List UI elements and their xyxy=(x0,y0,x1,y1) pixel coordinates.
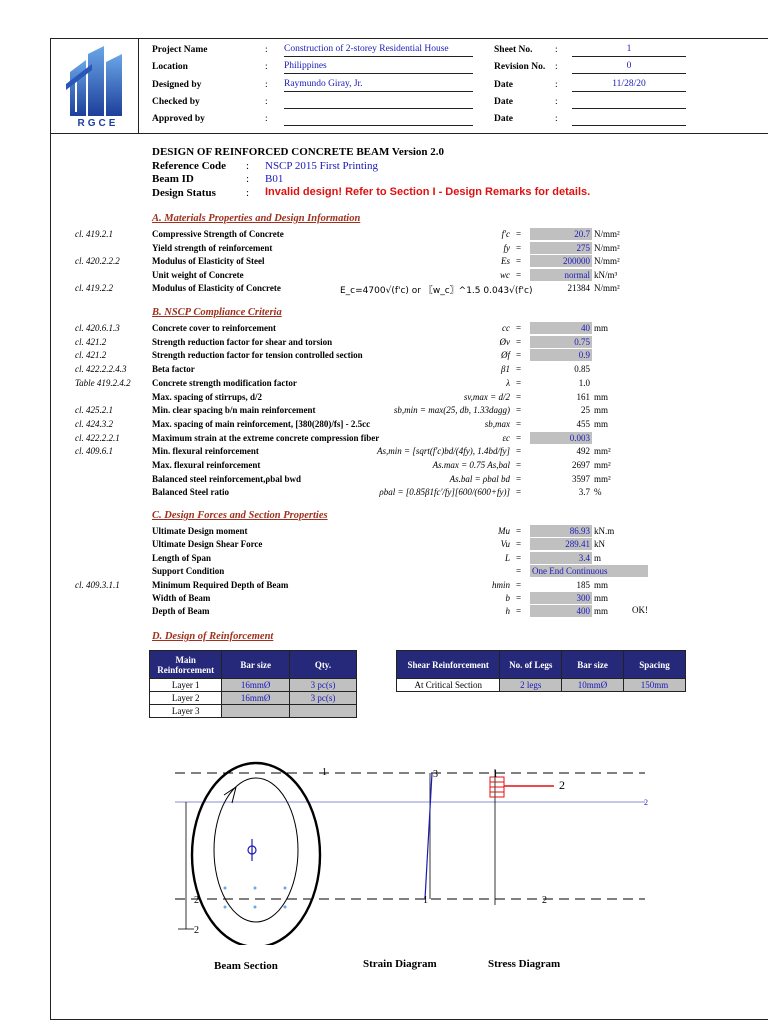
clause-ref: cl. 419.2.1 xyxy=(75,229,113,239)
table-header: Bar size xyxy=(562,651,624,679)
table-header: Spacing xyxy=(624,651,686,679)
value-cell[interactable]: 1.0 xyxy=(578,377,590,388)
row-description: Modulus of Elasticity of Steel xyxy=(152,256,265,267)
table-header: Main Reinforcement xyxy=(150,651,222,679)
colon: : xyxy=(265,62,268,72)
section-d-heading: D. Design of Reinforcement xyxy=(152,631,274,642)
equals-sign: = xyxy=(516,487,522,498)
project-name-field[interactable]: Construction of 2-storey Residential House xyxy=(284,44,473,57)
row-description: Modulus of Elasticity of Concrete xyxy=(152,283,281,294)
bar-size-cell[interactable]: 10mmØ xyxy=(562,679,624,692)
unit-label: N/mm² xyxy=(594,256,620,267)
equals-sign: = xyxy=(516,446,522,457)
row-description: Max. spacing of stirrups, d/2 xyxy=(152,391,263,402)
layer-label: Layer 1 xyxy=(150,679,222,692)
unit-label: mm xyxy=(594,579,609,590)
date-field[interactable] xyxy=(572,113,686,126)
row-description: Strength reduction factor for shear and torsion xyxy=(152,336,333,347)
equals-sign: = xyxy=(516,473,522,484)
equals-sign: = xyxy=(516,606,522,617)
clause-ref: Table 419.2.4.2 xyxy=(75,377,131,388)
unit-label: mm xyxy=(594,391,609,402)
value-cell[interactable]: 21384 xyxy=(567,283,590,294)
row-description: Ultimate Design moment xyxy=(152,526,248,536)
section-b-heading: B. NSCP Compliance Criteria xyxy=(152,307,282,318)
clause-ref: cl. 424.3.2 xyxy=(75,418,113,429)
building-logo-icon xyxy=(62,44,132,118)
equals-sign: = xyxy=(516,460,522,470)
value-cell[interactable]: normal xyxy=(530,269,592,281)
diagram-marks xyxy=(194,767,648,936)
clause-ref: cl. 422.2.2.1 xyxy=(75,432,120,443)
unit-label: m xyxy=(594,552,602,563)
clause-ref: cl. 422.2.2.4.3 xyxy=(75,364,127,375)
unit-label: mm² xyxy=(594,473,611,484)
diagram-mark: 2 xyxy=(194,925,199,936)
value-cell[interactable]: 0.85 xyxy=(574,364,590,375)
row-description: Depth of Beam xyxy=(152,606,210,617)
table-header: Shear Reinforcement xyxy=(397,651,500,679)
row-description: Min. clear spacing b/n main reinforcement xyxy=(152,405,316,416)
checked-by-label: Checked by xyxy=(152,97,200,107)
value-cell[interactable]: 400 xyxy=(530,605,592,617)
equals-sign: = xyxy=(516,579,522,590)
row-description: Strength reduction factor for tension controlled section xyxy=(152,350,363,361)
table-row xyxy=(150,692,357,705)
row-description: Concrete strength modification factor xyxy=(152,377,297,388)
row-description: Compressive Strength of Concrete xyxy=(152,229,284,239)
row-symbol: cc xyxy=(502,323,510,333)
row-description: Balanced steel reinforcement,ρbal bwd xyxy=(152,473,301,484)
unit-label: % xyxy=(594,487,602,498)
beam-section-label: Beam Section xyxy=(214,960,278,972)
equals-sign: = xyxy=(516,526,522,536)
unit-label: N/mm² xyxy=(594,283,620,294)
clause-ref: cl. 420.2.2.2 xyxy=(75,256,120,267)
diagram-mark: 2 xyxy=(559,778,565,792)
equals-sign: = xyxy=(516,350,522,361)
stress-diagram xyxy=(490,769,554,905)
row-description: Max. flexural reinforcement xyxy=(152,460,261,470)
colon: : xyxy=(555,114,558,124)
row-symbol: fy xyxy=(503,242,510,253)
row-description: Ultimate Design Shear Force xyxy=(152,539,263,550)
clause-ref: cl. 421.2 xyxy=(75,350,107,361)
checked-by-field[interactable] xyxy=(284,96,473,109)
value-cell[interactable]: 200000 xyxy=(530,255,592,267)
main-reinforcement-table xyxy=(149,650,357,718)
row-symbol: b xyxy=(505,593,510,603)
header-divider xyxy=(50,133,768,134)
unit-label: N/mm² xyxy=(594,242,620,253)
diagram-mark: 1 xyxy=(493,769,498,780)
colon: : xyxy=(265,97,268,107)
value-cell[interactable]: 2697 xyxy=(572,460,590,470)
row-description: Width of Beam xyxy=(152,593,211,603)
ok-indicator: OK! xyxy=(632,605,648,615)
row-symbol: sb,max xyxy=(484,418,510,429)
value-cell[interactable]: 0.9 xyxy=(530,349,592,361)
clause-ref: cl. 419.2.2 xyxy=(75,283,113,294)
colon: : xyxy=(246,173,250,185)
sheet-no-label: Sheet No. xyxy=(494,45,533,55)
value-cell[interactable]: 492 xyxy=(576,446,590,457)
value-cell[interactable]: 3597 xyxy=(572,473,590,484)
colon: : xyxy=(265,114,268,124)
diagram-mark: 3 xyxy=(433,769,438,780)
designed-by-label: Designed by xyxy=(152,80,202,90)
ref-code-label: Reference Code xyxy=(152,160,227,172)
clause-ref: cl. 420.6.1.3 xyxy=(75,323,120,333)
clause-ref: cl. 409.3.1.1 xyxy=(75,579,120,590)
colon: : xyxy=(265,80,268,90)
value-cell[interactable]: 40 xyxy=(530,322,592,334)
page-title: DESIGN OF REINFORCED CONCRETE BEAM Version 2.0 xyxy=(152,146,445,158)
unit-label: mm² xyxy=(594,446,611,457)
row-description: Maximum strain at the extreme concrete compression fiber xyxy=(152,432,380,443)
location-field[interactable]: Philippines xyxy=(284,61,473,74)
equals-sign: = xyxy=(516,552,522,563)
row-description: Length of Span xyxy=(152,552,212,563)
equals-sign: = xyxy=(516,336,522,347)
table-header: Bar size xyxy=(222,651,290,679)
unit-label: N/mm² xyxy=(594,229,620,239)
unit-label: mm xyxy=(594,593,609,603)
approved-by-label: Approved by xyxy=(152,114,205,124)
colon: : xyxy=(246,160,250,172)
equals-sign: = xyxy=(516,593,522,603)
qty-cell[interactable]: 3 pc(s) xyxy=(289,679,356,692)
date-label: Date xyxy=(494,114,513,124)
row-symbol: λ xyxy=(506,377,510,388)
equals-sign: = xyxy=(516,539,522,550)
equals-sign: = xyxy=(516,566,522,577)
equals-sign: = xyxy=(516,242,522,253)
shear-reinforcement-table xyxy=(396,650,686,692)
beam-section-shape xyxy=(192,763,320,945)
date-label: Date xyxy=(494,97,513,107)
row-description: Minimum Required Depth of Beam xyxy=(152,579,289,590)
value-cell[interactable]: 0.003 xyxy=(530,432,592,444)
section-a-heading: A. Materials Properties and Design Information xyxy=(152,213,361,224)
row-symbol: sv,max = d/2 xyxy=(463,391,510,402)
table-row xyxy=(150,679,357,692)
row-formula: sb,min = max(25, db, 1.33dagg) xyxy=(393,405,510,416)
unit-label: mm xyxy=(594,323,609,333)
unit-label: mm² xyxy=(594,460,611,470)
row-formula: As.bal = ρbal bd xyxy=(449,473,510,484)
stress-diagram-label: Stress Diagram xyxy=(488,958,561,970)
value-cell[interactable]: 3.4 xyxy=(530,552,592,564)
colon: : xyxy=(555,45,558,55)
row-description: Min. flexural reinforcement xyxy=(152,446,259,457)
strain-diagram xyxy=(425,773,432,899)
row-symbol: hmin xyxy=(492,579,510,590)
diagram-mark: 1 xyxy=(322,767,327,778)
unit-label: kN xyxy=(594,539,605,550)
colon: : xyxy=(265,45,268,55)
row-symbol: Øv xyxy=(499,336,510,347)
equals-sign: = xyxy=(516,323,522,333)
equals-sign: = xyxy=(516,418,522,429)
diagram-lines xyxy=(175,773,645,929)
clause-ref: cl. 421.2 xyxy=(75,336,107,347)
spacing-cell[interactable]: 150mm xyxy=(624,679,686,692)
row-symbol: L xyxy=(504,552,510,563)
clause-ref: cl. 409.6.1 xyxy=(75,446,113,457)
beam-diagram xyxy=(170,755,660,945)
location-label: Location xyxy=(152,62,188,72)
value-cell[interactable]: 25 xyxy=(581,405,590,416)
row-description: Balanced Steel ratio xyxy=(152,487,229,498)
colon: : xyxy=(555,97,558,107)
ec-formula: E_c=4700√(f'c) or 〖w_c〗^1.5 0.043√(f'c) xyxy=(340,286,533,296)
value-cell[interactable]: 455 xyxy=(576,418,590,429)
qty-cell[interactable]: 3 pc(s) xyxy=(289,692,356,705)
unit-label: kN/m³ xyxy=(594,269,618,280)
bar-size-cell[interactable]: 16mmØ xyxy=(222,692,290,705)
strain-diagram-label: Strain Diagram xyxy=(363,958,437,970)
row-symbol: f'c xyxy=(501,229,510,239)
revision-field[interactable]: 0 xyxy=(572,61,686,74)
diagram-mark: 2 xyxy=(194,895,199,906)
equals-sign: = xyxy=(516,269,522,280)
unit-label: mm xyxy=(594,418,609,429)
row-symbol: Es xyxy=(501,256,510,267)
equals-sign: = xyxy=(516,377,522,388)
value-cell[interactable]: 20.7 xyxy=(530,228,592,240)
value-cell[interactable]: 3.7 xyxy=(578,487,590,498)
row-symbol: εc xyxy=(502,432,510,443)
unit-label: mm xyxy=(594,606,609,617)
bar-size-cell[interactable]: 16mmØ xyxy=(222,679,290,692)
table-header: Qty. xyxy=(289,651,356,679)
row-symbol: Vu xyxy=(500,539,510,550)
value-cell[interactable]: 275 xyxy=(530,242,592,254)
row-formula: As,min = [sqrt(f'c)bd/(4fy), 1.4bd/fy] xyxy=(377,446,510,457)
beam-id-value: B01 xyxy=(265,173,284,185)
company-logo xyxy=(62,44,132,130)
diagram-mark: 2 xyxy=(644,798,648,807)
colon: : xyxy=(246,187,250,199)
equals-sign: = xyxy=(516,256,522,267)
equals-sign: = xyxy=(516,391,522,402)
value-cell[interactable]: One End Continuous xyxy=(530,565,648,577)
row-symbol: h xyxy=(505,606,510,617)
design-status-label: Design Status xyxy=(152,187,216,199)
logo-text: RGCE xyxy=(77,118,119,129)
row-description: Max. spacing of main reinforcement, [380(280)/fs] - 2.5cc xyxy=(152,418,371,429)
row-description: Concrete cover to reinforcement xyxy=(152,323,277,333)
location-cell: At Critical Section xyxy=(397,679,500,692)
sheet-no-field[interactable]: 1 xyxy=(572,44,686,57)
row-description: Support Condition xyxy=(152,566,225,577)
row-formula: As.max = 0.75 As,bal xyxy=(432,460,510,470)
approved-by-field[interactable] xyxy=(284,113,473,126)
beam-id-label: Beam ID xyxy=(152,173,194,185)
qty-cell[interactable] xyxy=(289,705,356,718)
design-status-value: Invalid design! Refer to Section I - Design Remarks for details. xyxy=(265,186,591,198)
colon: : xyxy=(555,80,558,90)
value-cell[interactable]: 300 xyxy=(530,592,592,604)
row-symbol: Øf xyxy=(501,350,510,361)
row-description: Yield strength of reinforcement xyxy=(152,242,273,253)
ref-code-value: NSCP 2015 First Printing xyxy=(265,160,378,172)
logo-divider xyxy=(138,38,139,133)
date-label: Date xyxy=(494,80,513,90)
layer-label: Layer 3 xyxy=(150,705,222,718)
colon: : xyxy=(555,62,558,72)
date-field[interactable] xyxy=(572,96,686,109)
layer-label: Layer 2 xyxy=(150,692,222,705)
equals-sign: = xyxy=(516,364,522,375)
date-field[interactable]: 11/28/20 xyxy=(572,79,686,92)
revision-label: Revision No. xyxy=(494,62,546,72)
row-formula: ρbal = [0.85β1fc'/fy][600/(600+fy)] xyxy=(379,487,510,498)
diagram-mark: 2 xyxy=(542,895,547,906)
row-symbol: β1 xyxy=(501,364,510,375)
equals-sign: = xyxy=(516,405,522,416)
value-cell[interactable]: 161 xyxy=(576,391,590,402)
equals-sign: = xyxy=(516,432,522,443)
value-cell[interactable]: 289.41 xyxy=(530,538,592,550)
value-cell[interactable]: 185 xyxy=(576,579,590,590)
bar-size-cell[interactable] xyxy=(222,705,290,718)
equals-sign: = xyxy=(516,229,522,239)
diagram-mark: 1 xyxy=(423,895,428,906)
value-cell[interactable]: 0.75 xyxy=(530,336,592,348)
legs-cell[interactable]: 2 legs xyxy=(500,679,562,692)
designed-by-field[interactable]: Raymundo Giray, Jr. xyxy=(284,79,473,92)
row-symbol: Mu xyxy=(498,526,510,536)
value-cell[interactable]: 86.93 xyxy=(530,525,592,537)
row-description: Unit weight of Concrete xyxy=(152,269,244,280)
row-description: Beta factor xyxy=(152,364,195,375)
table-row xyxy=(150,705,357,718)
table-row xyxy=(397,679,686,692)
clause-ref: cl. 425.2.1 xyxy=(75,405,113,416)
table-header: No. of Legs xyxy=(500,651,562,679)
project-name-label: Project Name xyxy=(152,45,208,55)
unit-label: mm xyxy=(594,405,609,416)
section-c-heading: C. Design Forces and Section Properties xyxy=(152,510,328,521)
row-symbol: wc xyxy=(500,269,510,280)
unit-label: kN.m xyxy=(594,526,615,536)
